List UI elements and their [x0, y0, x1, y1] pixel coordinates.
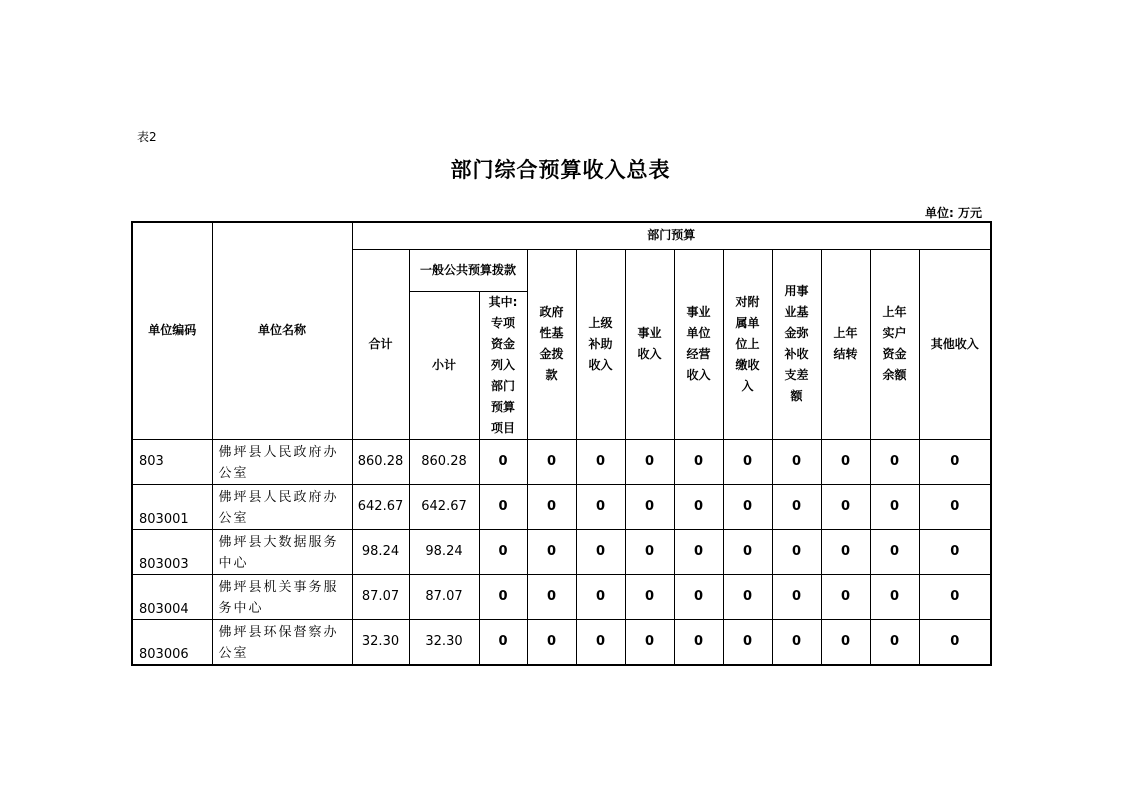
value-cell: 0: [723, 439, 772, 484]
unit-code-cell: 803001: [132, 484, 212, 529]
unit-name-cell: 佛坪县大数据服务中心: [212, 529, 352, 574]
value-cell: 0: [772, 574, 821, 619]
subtotal-cell: 87.07: [409, 574, 479, 619]
value-cell: 0: [674, 574, 723, 619]
subtotal-cell: 98.24: [409, 529, 479, 574]
header-subtotal: 小计: [409, 291, 479, 439]
value-cell: 0: [870, 619, 919, 665]
value-cell: 0: [723, 484, 772, 529]
value-cell: 0: [870, 484, 919, 529]
value-cell: 0: [919, 619, 991, 665]
header-unit-name: 单位名称: [212, 222, 352, 439]
table-number: 表2: [137, 130, 157, 144]
header-dept-budget: 部门预算: [352, 222, 991, 249]
value-cell: 0: [527, 619, 576, 665]
total-cell: 87.07: [352, 574, 409, 619]
unit-name-cell: 佛坪县人民政府办公室: [212, 484, 352, 529]
value-cell: 0: [821, 529, 870, 574]
value-cell: 0: [772, 619, 821, 665]
unit-code-cell: 803006: [132, 619, 212, 665]
value-cell: 0: [919, 529, 991, 574]
value-cell: 0: [723, 529, 772, 574]
value-cell: 0: [674, 484, 723, 529]
value-cell: 0: [821, 484, 870, 529]
value-cell: 0: [576, 529, 625, 574]
unit-name-cell: 佛坪县机关事务服务中心: [212, 574, 352, 619]
value-cell: 0: [527, 484, 576, 529]
unit-code-cell: 803003: [132, 529, 212, 574]
value-cell: 0: [625, 529, 674, 574]
value-cell: 0: [479, 529, 527, 574]
value-cell: 0: [772, 484, 821, 529]
value-cell: 0: [625, 574, 674, 619]
value-cell: 0: [527, 529, 576, 574]
value-cell: 0: [479, 574, 527, 619]
header-special-funds: 其中: 专项 资金 列入 部门 预算 项目: [479, 291, 527, 439]
value-cell: 0: [576, 439, 625, 484]
subtotal-cell: 642.67: [409, 484, 479, 529]
table-row: [132, 529, 991, 574]
unit-code-cell: 803: [132, 439, 212, 484]
header-business-operating: 事业 单位 经营 收入: [674, 249, 723, 439]
value-cell: 0: [625, 619, 674, 665]
value-cell: 0: [919, 484, 991, 529]
unit-label: 单位: 万元: [925, 206, 982, 220]
value-cell: 0: [576, 619, 625, 665]
table-row: [132, 484, 991, 529]
header-prior-balance: 上年 实户 资金 余额: [870, 249, 919, 439]
table-row: [132, 574, 991, 619]
table-row: [132, 439, 991, 484]
header-carryover: 上年 结转: [821, 249, 870, 439]
value-cell: 0: [919, 574, 991, 619]
subtotal-cell: 860.28: [409, 439, 479, 484]
total-cell: 98.24: [352, 529, 409, 574]
value-cell: 0: [772, 529, 821, 574]
table-row: [132, 619, 991, 665]
value-cell: 0: [919, 439, 991, 484]
value-cell: 0: [870, 574, 919, 619]
value-cell: 0: [674, 529, 723, 574]
value-cell: 0: [870, 529, 919, 574]
value-cell: 0: [821, 574, 870, 619]
value-cell: 0: [479, 619, 527, 665]
budget-income-table: [131, 221, 992, 666]
header-fund-balance: 用事 业基 金弥 补收 支差 额: [772, 249, 821, 439]
value-cell: 0: [527, 574, 576, 619]
subtotal-cell: 32.30: [409, 619, 479, 665]
value-cell: 0: [479, 484, 527, 529]
value-cell: 0: [576, 484, 625, 529]
value-cell: 0: [821, 619, 870, 665]
unit-code-cell: 803004: [132, 574, 212, 619]
value-cell: 0: [821, 439, 870, 484]
value-cell: 0: [479, 439, 527, 484]
header-business-income: 事业 收入: [625, 249, 674, 439]
header-unit-code: 单位编码: [132, 222, 212, 439]
value-cell: 0: [576, 574, 625, 619]
value-cell: 0: [723, 574, 772, 619]
header-general-public: 一般公共预算拨款: [409, 249, 527, 291]
header-affiliated: 对附 属单 位上 缴收 入: [723, 249, 772, 439]
header-superior-subsidy: 上级 补助 收入: [576, 249, 625, 439]
page-title: 部门综合预算收入总表: [450, 157, 671, 182]
total-cell: 860.28: [352, 439, 409, 484]
value-cell: 0: [674, 619, 723, 665]
value-cell: 0: [772, 439, 821, 484]
value-cell: 0: [723, 619, 772, 665]
total-cell: 642.67: [352, 484, 409, 529]
unit-name-cell: 佛坪县环保督察办公室: [212, 619, 352, 665]
header-gov-fund: 政府 性基 金拨 款: [527, 249, 576, 439]
total-cell: 32.30: [352, 619, 409, 665]
value-cell: 0: [625, 439, 674, 484]
header-other-income: 其他收入: [919, 249, 991, 439]
value-cell: 0: [625, 484, 674, 529]
value-cell: 0: [870, 439, 919, 484]
unit-name-cell: 佛坪县人民政府办公室: [212, 439, 352, 484]
value-cell: 0: [674, 439, 723, 484]
header-total: 合计: [352, 249, 409, 439]
value-cell: 0: [527, 439, 576, 484]
